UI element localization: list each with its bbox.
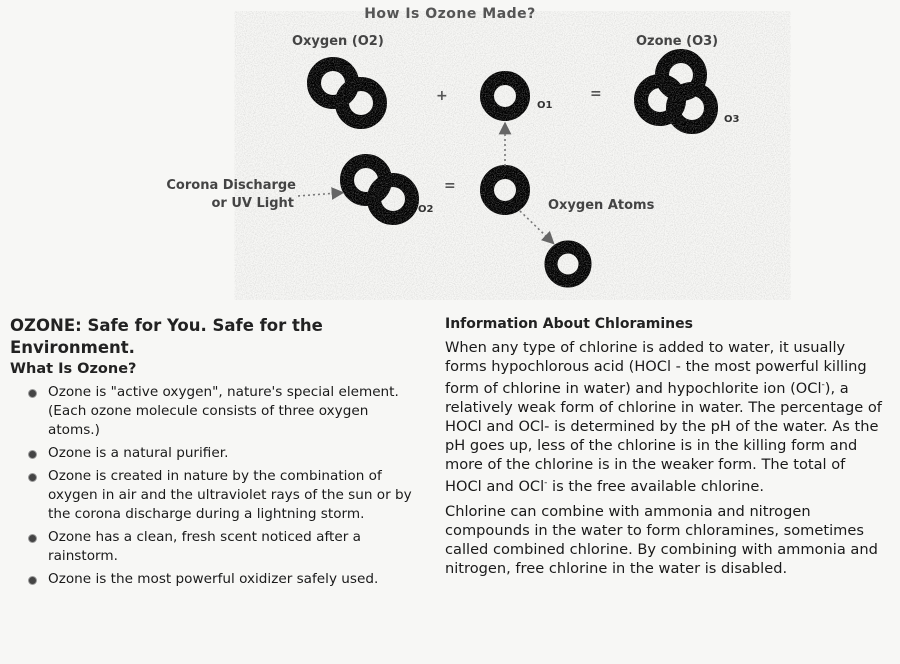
- plus-sign: +: [436, 88, 448, 104]
- chloramines-info-column: [445, 316, 885, 584]
- o3-subscript-label: O3: [724, 114, 740, 125]
- ozone-title-line2: Environment.: [10, 338, 135, 357]
- bullet-text: Ozone is created in nature by the combination of oxygen in air and the ultraviolet rays of the sun or by the corona discharge during a lightning storm.: [48, 468, 412, 522]
- equals-sign: =: [444, 178, 456, 194]
- superscript: -: [544, 477, 548, 488]
- bullet-icon: [28, 450, 37, 459]
- ozone-label: Ozone (O3): [636, 34, 719, 49]
- bullet-icon: [28, 576, 37, 585]
- corona-label-line2: or UV Light: [211, 196, 294, 211]
- diagram-graphic: [0, 0, 900, 300]
- bullet-text: Ozone is the most powerful oxidizer safely used.: [48, 571, 379, 587]
- oxygen-atom: [342, 84, 380, 122]
- bullet-icon: [28, 534, 37, 543]
- oxygen-atom: [487, 172, 523, 208]
- para-text: When any type of chlorine is added to water, it usually forms hypochlorous acid (HOCl - the most powerful killing form of chlorine in water) and hypochlorite ion (OCl: [445, 339, 867, 397]
- para-text: ), a relatively weak form of chlorine in water. The percentage of HOCl and OCl- is determined by the pH of the water. As the pH goes up, less of the chlorine is in the killing form and more of the chlorine is in the weaker form. The total of HOCl and OCl: [445, 379, 882, 495]
- oxygen-atoms-label: Oxygen Atoms: [548, 198, 655, 213]
- ozone-bullet-list: [10, 383, 420, 589]
- para-text: is the free available chlorine.: [547, 477, 765, 495]
- ozone-title-line1: OZONE: Safe for You. Safe for the: [10, 316, 323, 335]
- list-item: [48, 383, 420, 440]
- oxygen-atom: [551, 247, 585, 281]
- bullet-text: Ozone has a clean, fresh scent noticed after a rainstorm.: [48, 529, 361, 564]
- o1-subscript-label: O1: [537, 100, 553, 111]
- bullet-text: Ozone is "active oxygen", nature's special element. (Each ozone molecule consists of three oxygen atoms.): [48, 384, 399, 438]
- corona-label-line1: Corona Discharge: [166, 178, 296, 193]
- chloramines-heading: Information About Chloramines: [445, 316, 693, 332]
- what-is-ozone-heading: What Is Ozone?: [10, 361, 137, 377]
- chlorine-paragraph: [445, 338, 885, 496]
- list-item: [48, 467, 420, 524]
- bullet-icon: [28, 473, 37, 482]
- superscript: -: [821, 380, 825, 390]
- oxygen-label: Oxygen (O2): [292, 34, 384, 49]
- arrow: [298, 193, 338, 196]
- diagram-title: How Is Ozone Made?: [364, 6, 536, 22]
- list-item: [48, 570, 420, 589]
- chloramines-paragraph: Chlorine can combine with ammonia and nitrogen compounds in the water to form chloramines, sometimes called combined chlorine. By combining with ammonia and nitrogen, free chlorine in the water is disabled.: [445, 502, 878, 577]
- o2-subscript-label: O2: [418, 204, 434, 215]
- ozone-diagram: [0, 0, 900, 300]
- list-item: [48, 528, 420, 566]
- bullet-icon: [28, 389, 37, 398]
- ozone-info-column: [10, 315, 420, 593]
- arrow: [520, 211, 550, 240]
- oxygen-atom: [374, 180, 412, 218]
- bullet-text: Ozone is a natural purifier.: [48, 445, 229, 461]
- ozone-atom: [673, 89, 711, 127]
- list-item: [48, 444, 420, 463]
- equals-sign: =: [590, 86, 602, 102]
- oxygen-atom: [487, 78, 523, 114]
